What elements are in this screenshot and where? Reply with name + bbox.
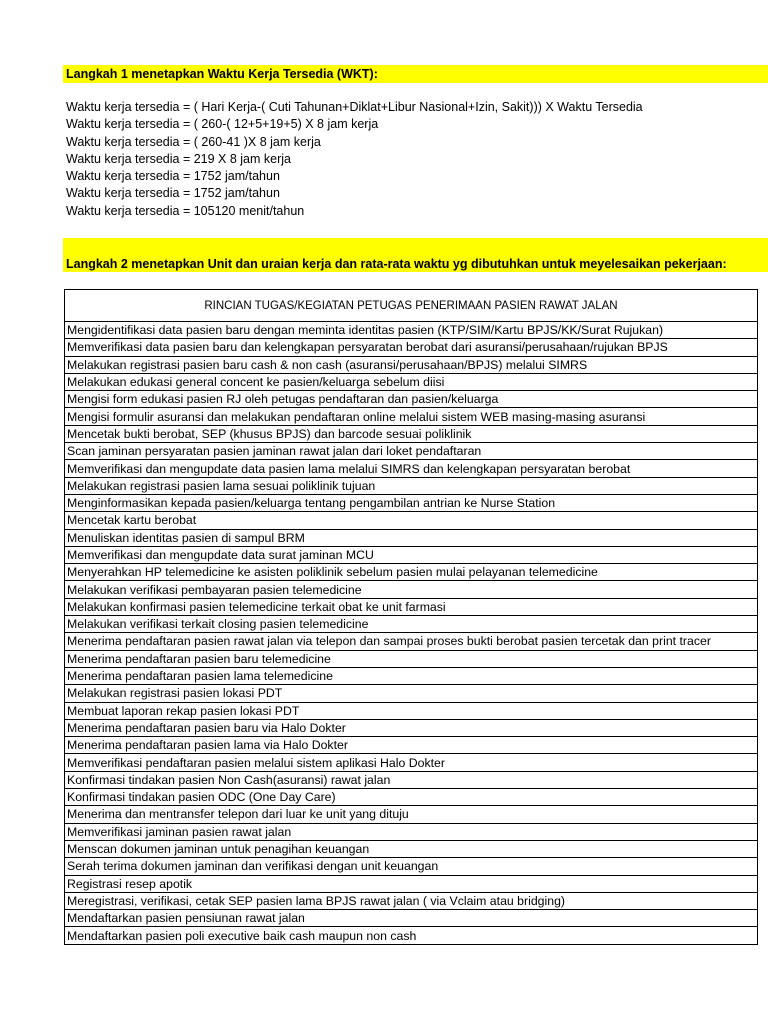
- step1-title: Langkah 1 menetapkan Waktu Kerja Tersedia (WKT):: [63, 65, 768, 83]
- task-cell: Menuliskan identitas pasien di sampul BRM: [65, 529, 758, 546]
- task-cell: Membuat laporan rekap pasien lokasi PDT: [65, 702, 758, 719]
- table-row: [65, 719, 758, 736]
- table-row: [65, 529, 758, 546]
- table-header-row: [65, 290, 758, 322]
- task-cell: Menscan dokumen jaminan untuk penagihan keuangan: [65, 840, 758, 857]
- task-cell: Konfirmasi tindakan pasien Non Cash(asuransi) rawat jalan: [65, 771, 758, 788]
- task-cell: Menerima pendaftaran pasien lama telemedicine: [65, 667, 758, 684]
- table-row: [65, 460, 758, 477]
- task-cell: Mencetak bukti berobat, SEP (khusus BPJS) dan barcode sesuai poliklinik: [65, 425, 758, 442]
- table-row: [65, 373, 758, 390]
- table-row: [65, 927, 758, 944]
- table-row: [65, 633, 758, 650]
- table-row: [65, 667, 758, 684]
- calc-line: Waktu kerja tersedia = ( 260-( 12+5+19+5) X 8 jam kerja: [66, 117, 379, 132]
- task-cell: Memverifikasi jaminan pasien rawat jalan: [65, 823, 758, 840]
- task-cell: Menerima pendaftaran pasien baru via Halo Dokter: [65, 719, 758, 736]
- table-row: [65, 581, 758, 598]
- calc-line: Waktu kerja tersedia = 1752 jam/tahun: [66, 169, 280, 184]
- task-cell: Serah terima dokumen jaminan dan verifikasi dengan unit keuangan: [65, 858, 758, 875]
- table-row: [65, 494, 758, 511]
- table-row: [65, 910, 758, 927]
- table-row: [65, 754, 758, 771]
- table-row: [65, 443, 758, 460]
- task-cell: Melakukan registrasi pasien lama sesuai poliklinik tujuan: [65, 477, 758, 494]
- table-row: [65, 737, 758, 754]
- calc-line: Waktu kerja tersedia = ( 260-41 )X 8 jam kerja: [66, 134, 321, 149]
- table-row: [65, 806, 758, 823]
- table-row: [65, 339, 758, 356]
- table-row: [65, 546, 758, 563]
- task-cell: Melakukan edukasi general concent ke pasien/keluarga sebelum diisi: [65, 373, 758, 390]
- table-row: [65, 702, 758, 719]
- table-row: [65, 789, 758, 806]
- calc-line: Waktu kerja tersedia = 1752 jam/tahun: [66, 186, 280, 201]
- table-row: [65, 650, 758, 667]
- table-row: [65, 685, 758, 702]
- table-row: [65, 892, 758, 909]
- task-cell: Konfirmasi tindakan pasien ODC (One Day Care): [65, 789, 758, 806]
- table-row: [65, 477, 758, 494]
- task-cell: Mengisi form edukasi pasien RJ oleh petugas pendaftaran dan pasien/keluarga: [65, 391, 758, 408]
- table-row: [65, 356, 758, 373]
- task-cell: Menginformasikan kepada pasien/keluarga tentang pengambilan antrian ke Nurse Station: [65, 494, 758, 511]
- task-cell: Mencetak kartu berobat: [65, 512, 758, 529]
- task-cell: Melakukan verifikasi terkait closing pasien telemedicine: [65, 616, 758, 633]
- calc-line: Waktu kerja tersedia = 105120 menit/tahun: [66, 203, 305, 218]
- task-table-body: [65, 322, 758, 945]
- calc-line: Waktu kerja tersedia = ( Hari Kerja-( Cuti Tahunan+Diklat+Libur Nasional+Izin, Sakit))) X Waktu Tersedia: [66, 100, 643, 114]
- table-row: [65, 564, 758, 581]
- task-cell: Menerima pendaftaran pasien lama via Halo Dokter: [65, 737, 758, 754]
- table-row: [65, 771, 758, 788]
- task-cell: Menerima pendaftaran pasien baru telemedicine: [65, 650, 758, 667]
- task-cell: Menerima pendaftaran pasien rawat jalan via telepon dan sampai proses bukti berobat pasien tercetak dan print tracer: [65, 633, 758, 650]
- task-cell: Memverifikasi dan mengupdate data pasien lama melalui SIMRS dan kelengkapan persyaratan berobat: [65, 460, 758, 477]
- task-table: [64, 289, 758, 945]
- task-cell: Mendaftarkan pasien pensiunan rawat jalan: [65, 910, 758, 927]
- task-cell: Memverifikasi dan mengupdate data surat jaminan MCU: [65, 546, 758, 563]
- table-row: [65, 425, 758, 442]
- table-header: RINCIAN TUGAS/KEGIATAN PETUGAS PENERIMAAN PASIEN RAWAT JALAN: [65, 290, 758, 322]
- table-row: [65, 858, 758, 875]
- table-row: [65, 512, 758, 529]
- task-cell: Mengidentifikasi data pasien baru dengan meminta identitas pasien (KTP/SIM/Kartu BPJS/KK/Surat Rujukan): [65, 322, 758, 339]
- task-cell: Memverifikasi pendaftaran pasien melalui sistem aplikasi Halo Dokter: [65, 754, 758, 771]
- task-cell: Meregistrasi, verifikasi, cetak SEP pasien lama BPJS rawat jalan ( via Vclaim atau bridging): [65, 892, 758, 909]
- table-row: [65, 408, 758, 425]
- table-row: [65, 391, 758, 408]
- task-cell: Melakukan konfirmasi pasien telemedicine terkait obat ke unit farmasi: [65, 598, 758, 615]
- table-row: [65, 875, 758, 892]
- task-cell: Melakukan registrasi pasien lokasi PDT: [65, 685, 758, 702]
- task-cell: Memverifikasi data pasien baru dan kelengkapan persyaratan berobat dari asuransi/perusahaan/rujukan BPJS: [65, 339, 758, 356]
- task-cell: Menerima dan mentransfer telepon dari luar ke unit yang dituju: [65, 806, 758, 823]
- task-cell: Melakukan registrasi pasien baru cash & non cash (asuransi/perusahaan/BPJS) melalui SIMRS: [65, 356, 758, 373]
- table-row: [65, 840, 758, 857]
- table-row: [65, 616, 758, 633]
- task-cell: Registrasi resep apotik: [65, 875, 758, 892]
- table-row: [65, 598, 758, 615]
- task-cell: Scan jaminan persyaratan pasien jaminan rawat jalan dari loket pendaftaran: [65, 443, 758, 460]
- task-cell: Mengisi formulir asuransi dan melakukan pendaftaran online melalui sistem WEB masing-masing asuransi: [65, 408, 758, 425]
- table-row: [65, 823, 758, 840]
- task-cell: Melakukan verifikasi pembayaran pasien telemedicine: [65, 581, 758, 598]
- wkt-calculation: [66, 99, 643, 220]
- step2-title: Langkah 2 menetapkan Unit dan uraian kerja dan rata-rata waktu yg dibutuhkan untuk meyelesaikan pekerjaan:: [63, 238, 768, 272]
- task-cell: Menyerahkan HP telemedicine ke asisten poliklinik sebelum pasien mulai pelayanan telemedicine: [65, 564, 758, 581]
- task-cell: Mendaftarkan pasien poli executive baik cash maupun non cash: [65, 927, 758, 944]
- table-row: [65, 322, 758, 339]
- calc-line: Waktu kerja tersedia = 219 X 8 jam kerja: [66, 151, 291, 166]
